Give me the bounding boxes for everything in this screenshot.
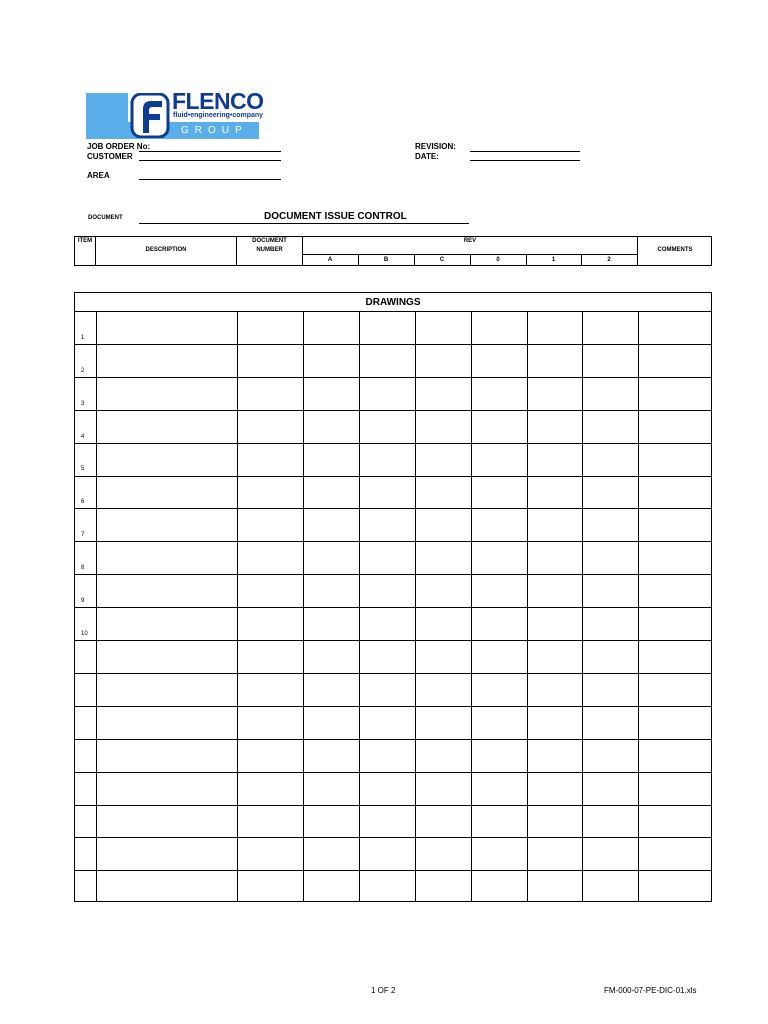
table-row[interactable]	[75, 508, 711, 541]
row-number: 5	[81, 466, 85, 473]
date-label: DATE:	[415, 152, 439, 161]
rev-col-2: 2	[607, 257, 611, 263]
rev-header: REV	[463, 238, 477, 244]
table-row[interactable]	[75, 443, 711, 476]
customer-label: CUSTOMER	[87, 152, 133, 161]
drawings-table	[74, 292, 712, 902]
drawings-section-title: DRAWINGS	[365, 297, 421, 308]
row-number: 9	[81, 598, 85, 605]
table-row[interactable]	[75, 706, 711, 739]
table-row[interactable]	[75, 837, 711, 870]
logo-group-text: GROUP	[181, 125, 248, 136]
rev-col-a: A	[327, 257, 333, 263]
logo-wordmark: FLENCO	[172, 88, 264, 114]
document-number-header-1: DOCUMENT	[252, 238, 287, 244]
file-name: FM-000-07-PE-DIC-01.xls	[604, 986, 697, 995]
row-number: 8	[81, 565, 85, 572]
rev-col-1: 1	[551, 257, 556, 263]
document-field[interactable]	[139, 223, 469, 224]
revision-field[interactable]	[470, 151, 580, 152]
page-number: 1 OF 2	[371, 986, 396, 995]
table-row[interactable]	[75, 607, 711, 640]
table-row[interactable]	[75, 344, 711, 377]
logo-tagline: fluid•engineering•company	[173, 112, 264, 119]
row-number: 4	[81, 433, 85, 440]
rev-col-0: 0	[496, 257, 500, 263]
table-row[interactable]	[75, 673, 711, 706]
job-order-field[interactable]	[139, 151, 281, 152]
comments-header: COMMENTS	[657, 247, 693, 253]
table-row[interactable]	[75, 805, 711, 838]
description-header: DESCRIPTION	[145, 247, 187, 253]
rev-col-b: B	[383, 257, 389, 263]
table-row[interactable]	[75, 311, 711, 344]
table-row[interactable]	[75, 410, 711, 443]
rev-col-c: C	[439, 257, 445, 263]
row-number: 7	[81, 532, 85, 539]
row-number: 2	[81, 367, 85, 374]
page-title: DOCUMENT ISSUE CONTROL	[264, 211, 407, 222]
table-row[interactable]	[75, 377, 711, 410]
item-header: ITEM	[77, 238, 93, 244]
row-number: 3	[81, 400, 85, 407]
row-number: 1	[81, 334, 85, 341]
table-row[interactable]	[75, 870, 711, 903]
table-row[interactable]	[75, 476, 711, 509]
flenco-logo-icon	[130, 93, 170, 138]
row-number: 6	[81, 499, 85, 506]
table-row[interactable]	[75, 772, 711, 805]
job-order-label: JOB ORDER No:	[87, 142, 151, 151]
area-label: AREA	[87, 171, 110, 180]
date-field[interactable]	[470, 160, 580, 161]
document-label: DOCUMENT	[88, 215, 123, 221]
table-row[interactable]	[75, 640, 711, 673]
table-row[interactable]	[75, 541, 711, 574]
revision-label: REVISION:	[415, 142, 456, 151]
table-row[interactable]	[75, 739, 711, 772]
table-row[interactable]	[75, 574, 711, 607]
document-number-header-2: NUMBER	[256, 247, 283, 253]
area-field[interactable]	[139, 179, 281, 180]
customer-field[interactable]	[139, 160, 281, 161]
row-number: 10	[81, 630, 88, 637]
